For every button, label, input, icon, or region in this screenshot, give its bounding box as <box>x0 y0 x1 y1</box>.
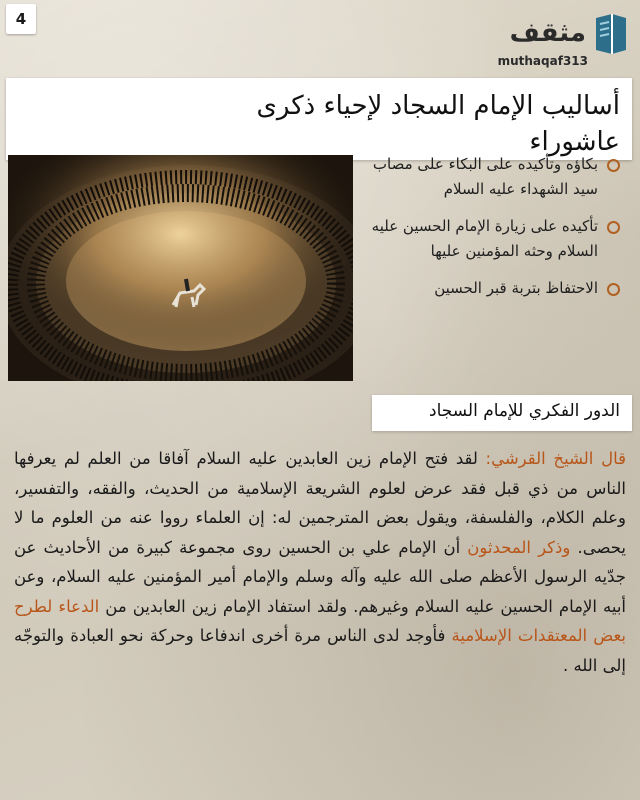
body-text-segment: لقد فتح الإمام زين العابدين عليه السلام آفاقا من العلم لم يعرفها الناس من ذي قبل فقد عرض لعلوم الشريعة الإسلامية من الحديث، والفقه، والتفسير، وعلم الكلام، والفلسفة، ويقول بعض المترجمين له: إن العلماء رووا عنه من العلوم ما لا يحصى. <box>14 449 626 557</box>
logo-wordmark: مثقف <box>509 18 586 48</box>
body-text-segment: أن الإمام علي بن الحسين روى مجموعة كبيرة من الأحاديث عن جدّيه الرسول الأعظم صلى الله عليه وآله وسلم والإمام أمير المؤمنين عليه السلام، وعن أبيه الإمام الحسين عليه السلام وغيرهم. ولقد استفاد الإمام زين العابدين من <box>14 537 626 616</box>
bullet-circle-icon <box>607 159 620 172</box>
highlight-phrase: قال الشيخ القرشي: <box>485 449 626 468</box>
highlight-phrase: وذكر المحدثون <box>467 537 571 557</box>
bullet-text: بكاؤه وتأكيده على البكاء على مصاب سيد الشهداء عليه السلام <box>372 155 598 198</box>
bullet-list <box>350 152 620 313</box>
page-title: أساليب الإمام السجاد لإحياء ذكرى عاشوراء <box>256 91 620 157</box>
bullet-item <box>350 276 620 301</box>
title-box <box>6 78 632 160</box>
book-icon <box>592 12 630 56</box>
bullet-text: تأكيده على زيارة الإمام الحسين عليه السلام وحثه المؤمنين عليها <box>371 217 598 260</box>
bullet-text: الاحتفاظ بتربة قبر الحسين <box>434 279 598 297</box>
highlight-phrase: الدعاء لطرح بعض المعتقدات الإسلامية <box>14 596 626 645</box>
page-number-badge: 4 <box>6 4 36 34</box>
body-paragraph <box>14 444 626 680</box>
photo-illustration <box>8 155 353 381</box>
sub-heading: الدور الفكري للإمام السجاد <box>429 401 620 421</box>
muthaqaf-logo <box>472 6 632 72</box>
bullet-circle-icon <box>607 221 620 234</box>
bullet-circle-icon <box>607 283 620 296</box>
logo-handle: muthaqaf313 <box>497 54 588 68</box>
bullet-item <box>350 152 620 202</box>
sub-heading-box <box>372 395 632 431</box>
body-text-segment: فأوجد لدى الناس مرة أخرى اندفاعا وحركة نحو العبادة والتوجّه إلى الله . <box>14 626 626 675</box>
bullet-item <box>350 214 620 264</box>
horseman-in-circle-of-crowd-photo <box>8 155 353 381</box>
